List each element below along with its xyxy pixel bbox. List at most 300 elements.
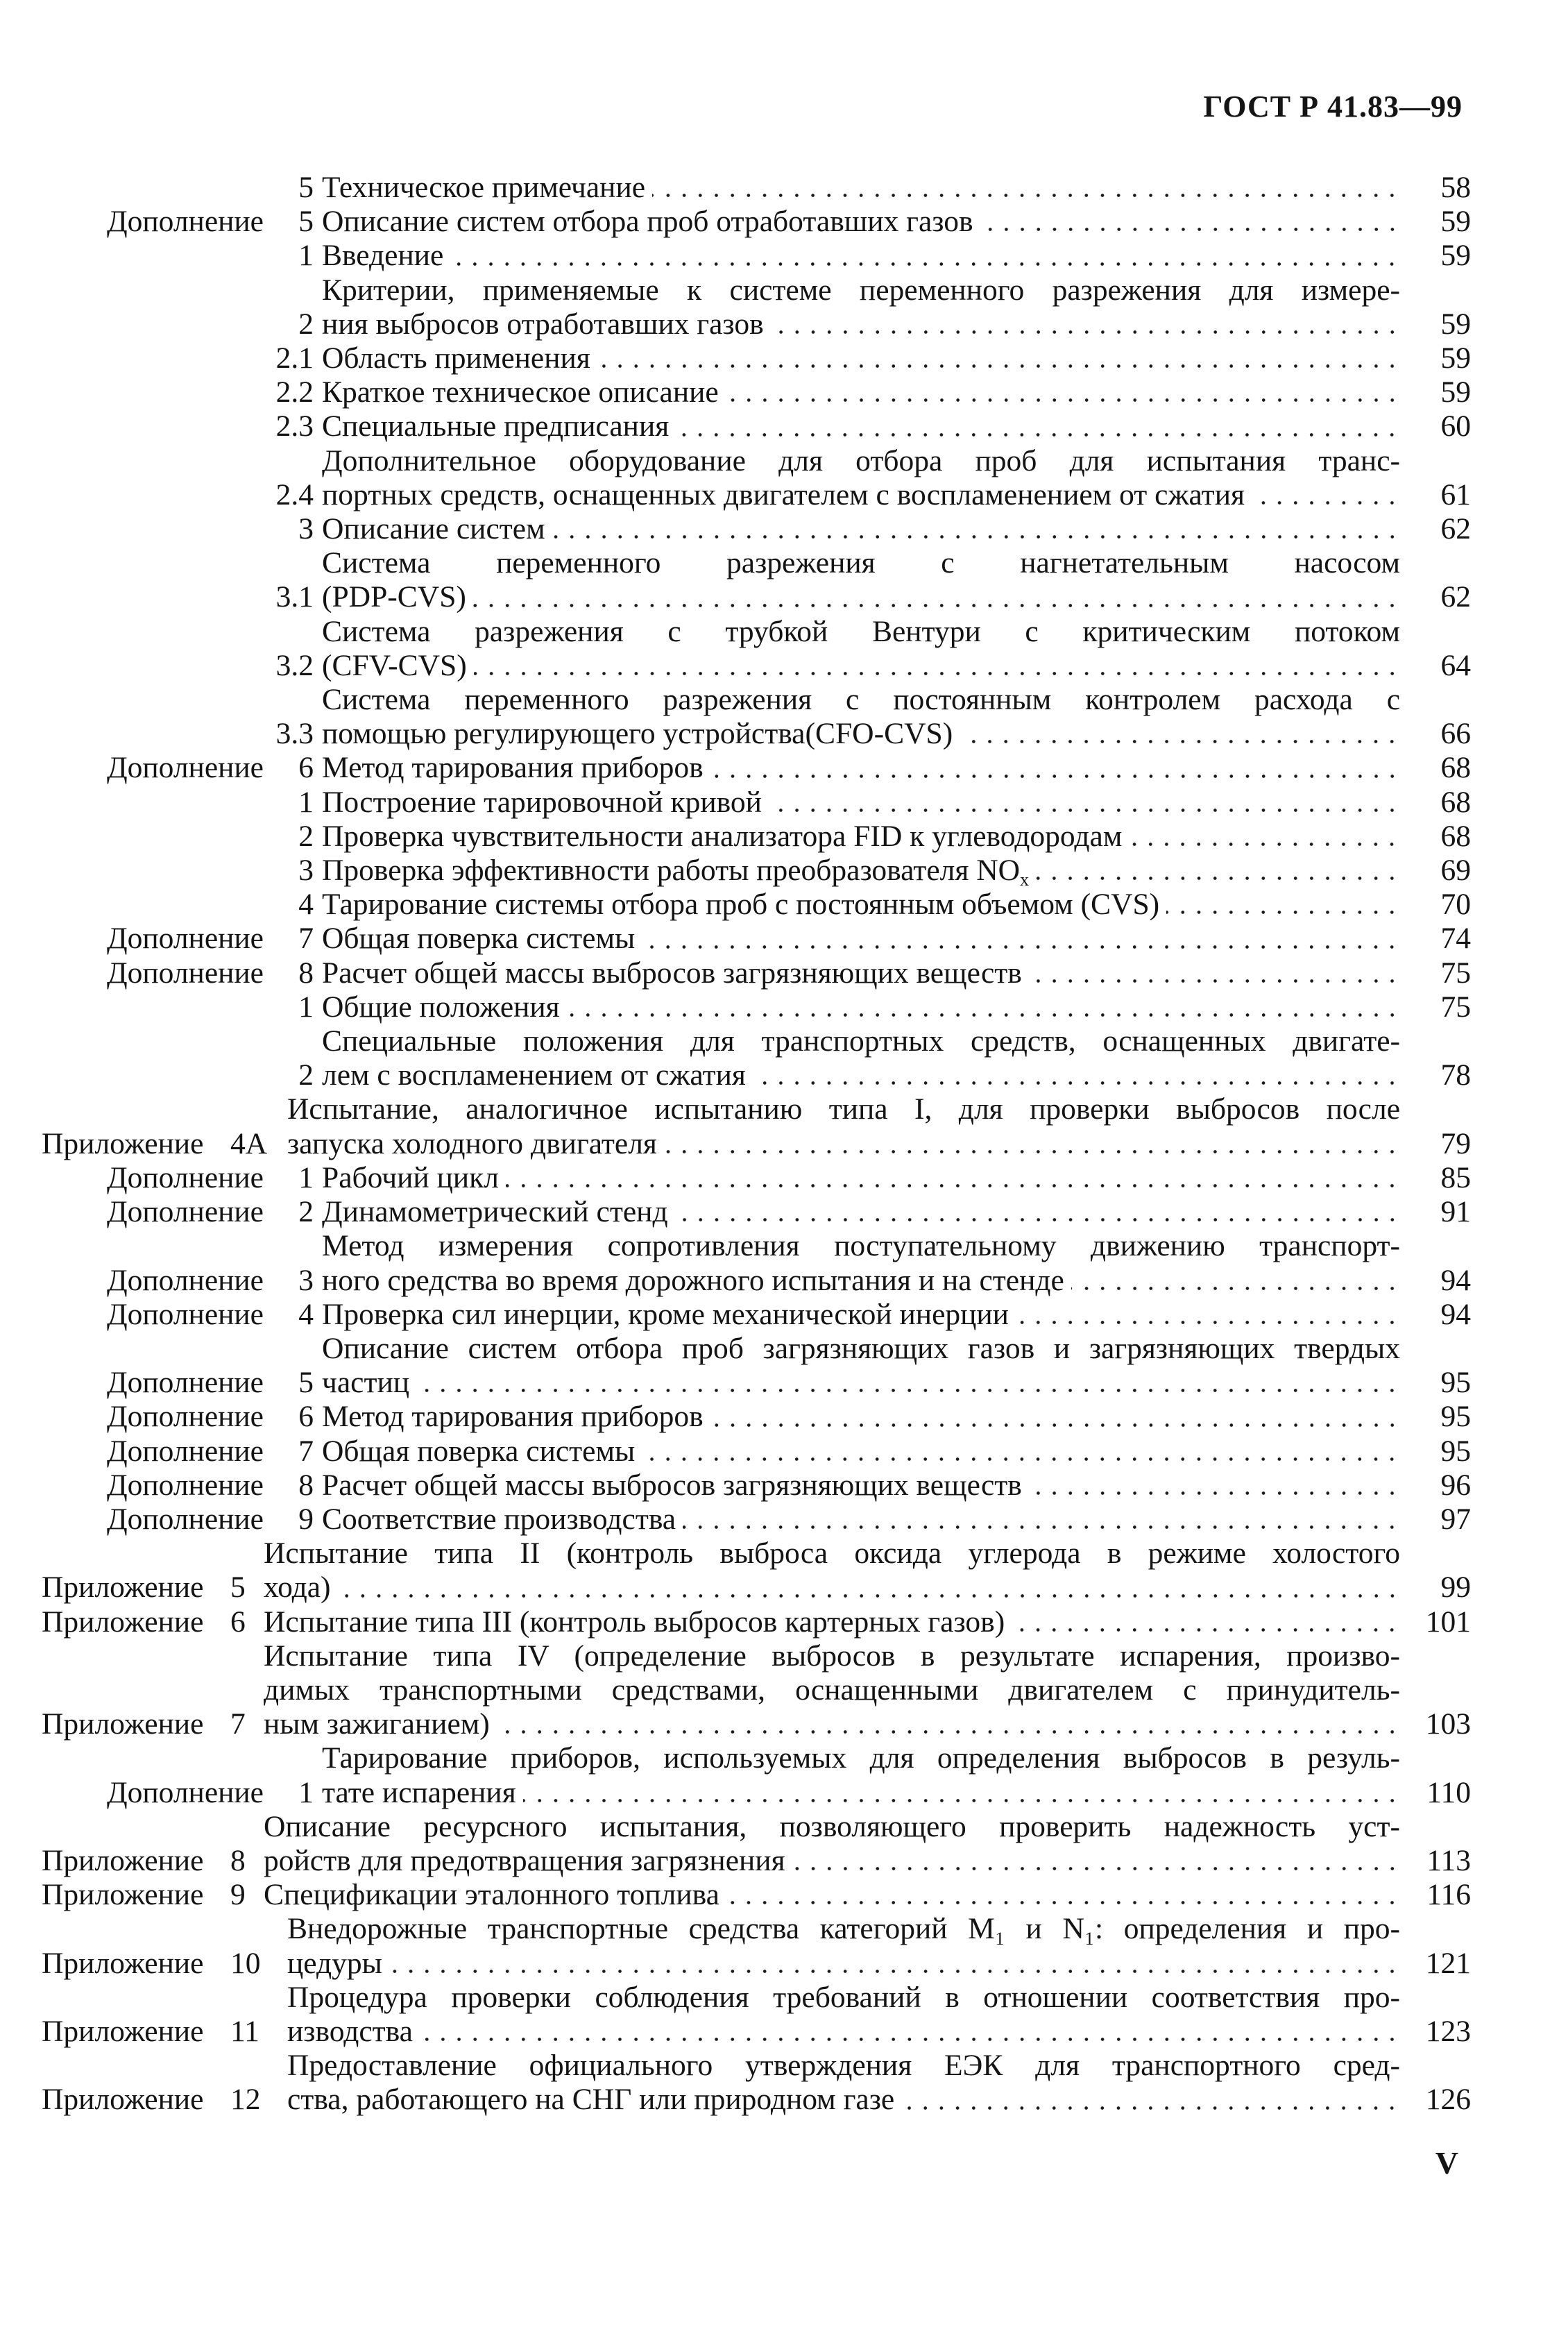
entry-title-end [287, 1947, 382, 1981]
entry-title-text: Общая поверка системы [322, 922, 636, 956]
toc-entry [42, 1400, 1471, 1434]
entry-title-line: Система переменного разрежения с постоянным контролем расхода с [322, 683, 1400, 717]
entry-page-number: 61 [1440, 477, 1471, 511]
entry-title-text: (CFV-CVS) [322, 648, 467, 682]
entry-text [322, 546, 1471, 614]
entry-page-number: 78 [1440, 1058, 1471, 1092]
entry-leader-line [322, 341, 1471, 375]
dot-leader [473, 604, 1400, 607]
entry-title-text: портных средств, оснащенных двигателем с воспламенением от сжатия [322, 477, 1245, 511]
entry-page-number: 58 [1440, 171, 1471, 204]
dot-leader [1029, 979, 1400, 983]
entry-title-end [322, 751, 704, 785]
entry-number: 6 [230, 1605, 246, 1639]
entry-page-number: 91 [1440, 1195, 1471, 1229]
entry-number: 2 [298, 1058, 314, 1092]
entry-title-text: ного средства во время дорожного испытания и на стенде [322, 1263, 1064, 1297]
entry-number: 3.1 [275, 580, 314, 614]
entry-label: Приложение [42, 2083, 204, 2117]
entry-title-line: Система переменного разрежения с нагнетательным насосом [322, 546, 1400, 580]
entry-number: 3 [298, 512, 314, 546]
entry-title-line: Испытание типа II (контроль выброса оксида углерода в режиме холостого [264, 1537, 1400, 1571]
dot-leader [726, 398, 1400, 402]
entry-title-end [264, 1844, 785, 1878]
entry-label: Дополнение [106, 1160, 264, 1194]
entry-title-end [322, 649, 467, 683]
entry-leader-line [322, 1058, 1471, 1092]
entry-leader-line [264, 1878, 1471, 1912]
entry-title-end [322, 307, 764, 341]
entry-page-number: 62 [1440, 512, 1471, 546]
entry-leader-line [322, 1776, 1471, 1810]
dot-leader [1029, 1491, 1400, 1495]
entry-leader-line [322, 1366, 1471, 1400]
entry-title-end [287, 2083, 894, 2117]
entry-title-line: Процедура проверки соблюдения требований в отношении соответствия про- [287, 1980, 1400, 2014]
entry-title-end [322, 478, 1245, 512]
entry-title-text: помощью регулирующего устройства(CFO-CVS) [322, 717, 953, 751]
entry-number: 8 [298, 1468, 314, 1502]
toc-entry [42, 273, 1471, 341]
entry-title-end [322, 888, 1159, 922]
entry-title-end [322, 239, 443, 273]
toc-entry [42, 956, 1471, 990]
entry-leader-line [322, 1400, 1471, 1434]
toc-entry [42, 1741, 1471, 1809]
entry-title-text: Общая поверка системы [322, 1434, 636, 1468]
entry-number: 2.1 [275, 341, 314, 375]
toc-entry [42, 786, 1471, 820]
entry-title-text: Динамометрический стенд [322, 1195, 668, 1229]
dot-leader [420, 2038, 1400, 2041]
entry-page-number: 64 [1440, 648, 1471, 682]
dot-leader [567, 1013, 1400, 1017]
entry-number: 1 [298, 1160, 314, 1194]
entry-page-number: 96 [1440, 1468, 1471, 1502]
entry-number: 1 [298, 990, 314, 1024]
toc-entry [42, 205, 1471, 239]
dot-leader [710, 1423, 1400, 1427]
entry-page-number: 68 [1440, 819, 1471, 853]
entry-title-line: Испытание типа IV (определение выбросов в результате испарения, произво- [264, 1639, 1400, 1673]
entry-title-text: изводства [287, 2014, 413, 2048]
entry-leader-line [322, 478, 1471, 512]
entry-leader-line [322, 786, 1471, 820]
entry-number: 9 [298, 1502, 314, 1536]
entry-title-text: Испытание типа III (контроль выбросов картерных газов) [264, 1605, 1005, 1639]
entry-text [322, 205, 1471, 239]
entry-leader-line [322, 1264, 1471, 1298]
entry-title-line: Испытание, аналогичное испытанию типа I, для проверки выбросов после [287, 1092, 1400, 1126]
entry-number: 7 [298, 922, 314, 956]
entry-title-text: Область применения [322, 341, 590, 375]
entry-number: 2 [298, 307, 314, 341]
entry-title-line: Дополнительное оборудование для отбора проб для испытания транс- [322, 443, 1400, 477]
toc-entry [42, 1332, 1471, 1400]
entry-title-text: Проверка сил инерции, кроме механической инерции [322, 1297, 1009, 1331]
toc-entry [42, 512, 1471, 546]
entry-title-end [322, 1503, 676, 1537]
entry-title-end [322, 1469, 1022, 1503]
entry-number: 2 [298, 819, 314, 853]
entry-number: 4А [230, 1126, 268, 1160]
entry-number: 3.2 [275, 648, 314, 682]
toc-entry [42, 888, 1471, 922]
toc-entry [42, 1639, 1471, 1742]
toc-entry [42, 683, 1471, 751]
entry-text [322, 1161, 1471, 1195]
entry-title-text: запуска холодного двигателя [287, 1126, 657, 1160]
toc-entry [42, 1605, 1471, 1639]
entry-leader-line [322, 854, 1471, 888]
entry-title-end [322, 990, 560, 1024]
entry-number: 5 [298, 1366, 314, 1400]
entry-page-number: 95 [1440, 1366, 1471, 1400]
toc-entry [42, 1161, 1471, 1195]
dot-leader [726, 1901, 1400, 1904]
entry-leader-line [322, 717, 1471, 751]
entry-page-number: 126 [1425, 2083, 1471, 2117]
entry-title-text: Метод тарирования приборов [322, 751, 704, 785]
toc-entry [42, 990, 1471, 1024]
entry-leader-line [287, 1127, 1471, 1161]
entry-text [322, 1024, 1471, 1092]
entry-text [322, 273, 1471, 341]
entry-text [322, 990, 1471, 1024]
entry-title-text: Спецификации эталонного топлива [264, 1878, 719, 1912]
entry-number: 2.2 [275, 375, 314, 409]
entry-text [287, 2049, 1471, 2117]
page-number-roman: V [1435, 2145, 1458, 2181]
entry-leader-line [322, 1195, 1471, 1229]
entry-number: 6 [298, 1400, 314, 1434]
entry-label: Дополнение [106, 1502, 264, 1536]
entry-text [322, 1503, 1471, 1537]
entry-number: 7 [298, 1434, 314, 1468]
entry-label: Дополнение [106, 1366, 264, 1400]
entry-title-line: Система разрежения с трубкой Вентури с критическим потоком [322, 614, 1400, 648]
entry-title-text: Расчет общей массы выбросов загрязняющих веществ [322, 956, 1022, 990]
entry-title-end [322, 1400, 704, 1434]
entry-page-number: 68 [1440, 785, 1471, 819]
entry-leader-line [322, 820, 1471, 854]
entry-label: Приложение [42, 1878, 204, 1912]
toc-entry [42, 546, 1471, 614]
dot-leader [1016, 1321, 1400, 1324]
entry-page-number: 59 [1440, 307, 1471, 341]
entry-leader-line [264, 1844, 1471, 1878]
entry-title-end [264, 1571, 331, 1605]
toc-entry [42, 1195, 1471, 1229]
entry-title-text: Проверка чувствительности анализатора FID к углеводородам [322, 819, 1123, 853]
entry-page-number: 113 [1426, 1843, 1471, 1877]
entry-title-end [322, 409, 669, 443]
entry-page-number: 101 [1425, 1605, 1471, 1639]
document-code-header: ГОСТ Р 41.83—99 [1203, 90, 1463, 124]
entry-number: 8 [230, 1843, 246, 1877]
entry-page-number: 66 [1440, 717, 1471, 751]
entry-leader-line [322, 1161, 1471, 1195]
entry-text [322, 239, 1471, 273]
dot-leader [389, 1970, 1400, 1973]
entry-title-text: Описание систем [322, 512, 545, 546]
entry-page-number: 94 [1440, 1263, 1471, 1297]
entry-page-number: 62 [1440, 580, 1471, 614]
entry-number: 4 [298, 888, 314, 922]
dot-leader [676, 433, 1400, 437]
entry-text [322, 1195, 1471, 1229]
entry-title-text: тате испарения [322, 1775, 516, 1809]
entry-leader-line [287, 2083, 1471, 2117]
entry-title-text: Описание систем отбора проб отработавших газов [322, 205, 973, 239]
dot-leader [710, 775, 1400, 778]
entry-label: Дополнение [106, 1468, 264, 1502]
entry-page-number: 121 [1425, 1946, 1471, 1980]
entry-title-end [322, 1058, 746, 1092]
entry-title-line: димых транспортными средствами, оснащенными двигателем с принудитель- [264, 1673, 1400, 1707]
entry-number: 10 [230, 1946, 261, 1980]
entry-title-text: Общие положения [322, 990, 560, 1024]
entry-title-end [322, 786, 762, 820]
entry-page-number: 75 [1440, 990, 1471, 1024]
entry-text [322, 171, 1471, 205]
entry-title-end [264, 1878, 719, 1912]
entry-title-text: частиц [322, 1366, 410, 1400]
entry-label: Дополнение [106, 205, 264, 239]
entry-number: 7 [230, 1707, 246, 1741]
dot-leader [1036, 877, 1400, 880]
entry-title-line: Предоставление официального утверждения ЕЭК для транспортного сред- [287, 2049, 1400, 2083]
entry-title-text: Введение [322, 239, 444, 273]
entry-label: Дополнение [106, 1775, 264, 1809]
dot-leader [675, 1218, 1400, 1221]
dot-leader [664, 1150, 1400, 1153]
entry-text [287, 1981, 1471, 2049]
dot-leader [1129, 843, 1400, 846]
entry-leader-line [322, 375, 1471, 409]
entry-page-number: 59 [1440, 239, 1471, 273]
entry-leader-line [322, 409, 1471, 443]
toc-entry [42, 1469, 1471, 1503]
entry-text [264, 1605, 1471, 1639]
dot-leader [1071, 1287, 1400, 1290]
entry-label: Дополнение [106, 1195, 264, 1229]
entry-text [322, 444, 1471, 512]
toc-entry [42, 1981, 1471, 2049]
toc-entry [42, 615, 1471, 683]
entry-leader-line [322, 956, 1471, 990]
dot-leader [497, 1730, 1400, 1734]
entry-page-number: 69 [1440, 854, 1471, 888]
entry-text [322, 1435, 1471, 1469]
entry-title-end [322, 205, 973, 239]
entry-title-end [264, 1605, 1005, 1639]
entry-title-line: Внедорожные транспортные средства категорий M₁ и N₁: определения и про- [287, 1912, 1400, 1946]
entry-title-end [322, 1264, 1064, 1298]
entry-page-number: 60 [1440, 409, 1471, 443]
toc-entry [42, 1435, 1471, 1469]
entry-label: Дополнение [106, 922, 264, 956]
dot-leader [1012, 1628, 1400, 1632]
toc-entry [42, 171, 1471, 205]
entry-leader-line [322, 1469, 1471, 1503]
entry-leader-line [322, 580, 1471, 614]
entry-text [264, 1878, 1471, 1912]
entry-title-line: Описание ресурсного испытания, позволяющего проверить надежность уст- [264, 1809, 1400, 1843]
entry-title-end [322, 1435, 635, 1469]
entry-label: Дополнение [106, 751, 264, 785]
dot-leader [450, 262, 1400, 266]
dot-leader [980, 228, 1401, 231]
entry-number: 9 [230, 1878, 246, 1912]
entry-number: 1 [298, 785, 314, 819]
toc-entry [42, 239, 1471, 273]
toc-entry [42, 1024, 1471, 1092]
entry-leader-line [322, 922, 1471, 956]
entry-page-number: 97 [1440, 1502, 1471, 1536]
entry-number: 1 [298, 239, 314, 273]
entry-title-text: лем с воспламенением от сжатия [322, 1058, 746, 1092]
entry-leader-line [264, 1605, 1471, 1639]
entry-leader-line [322, 1435, 1471, 1469]
entry-text [264, 1639, 1471, 1742]
toc-entry [42, 1878, 1471, 1912]
entry-page-number: 59 [1440, 375, 1471, 409]
dot-leader [506, 1184, 1400, 1187]
entry-page-number: 116 [1426, 1878, 1471, 1912]
entry-title-text: Соответствие производства [322, 1502, 676, 1536]
entry-leader-line [322, 649, 1471, 683]
entry-label: Приложение [42, 1126, 204, 1160]
entry-page-number: 70 [1440, 888, 1471, 922]
entry-page-number: 75 [1440, 956, 1471, 990]
entry-text [322, 375, 1471, 409]
entry-title-end [322, 1298, 1009, 1332]
entry-leader-line [264, 1571, 1471, 1605]
entry-page-number: 99 [1440, 1571, 1471, 1605]
toc-entry [42, 1810, 1471, 1878]
entry-text [322, 922, 1471, 956]
entry-text [322, 1229, 1471, 1297]
entry-title-end [322, 717, 953, 751]
entry-number: 3 [298, 854, 314, 888]
entry-title-text: Метод тарирования приборов [322, 1400, 704, 1434]
entry-leader-line [322, 990, 1471, 1024]
entry-title-end [287, 2015, 413, 2049]
entry-page-number: 74 [1440, 922, 1471, 956]
toc-entry [42, 751, 1471, 785]
entry-label: Приложение [42, 1707, 204, 1741]
entry-page-number: 79 [1440, 1126, 1471, 1160]
toc-entry [42, 1229, 1471, 1297]
entry-number: 2 [298, 1195, 314, 1229]
toc-entry [42, 854, 1471, 888]
entry-page-number: 85 [1440, 1160, 1471, 1194]
entry-leader-line [322, 205, 1471, 239]
entry-label: Приложение [42, 1605, 204, 1639]
dot-leader [642, 945, 1400, 949]
entry-number: 5 [298, 205, 314, 239]
entry-number: 2.4 [275, 477, 314, 511]
entry-title-end [287, 1127, 657, 1161]
entry-text [322, 615, 1471, 683]
entry-title-text: цедуры [287, 1946, 382, 1980]
entry-page-number: 59 [1440, 341, 1471, 375]
toc-entry [42, 1298, 1471, 1332]
dot-leader [901, 2106, 1400, 2110]
toc-entry [42, 1912, 1471, 1980]
entry-label: Дополнение [106, 1263, 264, 1297]
entry-number: 3.3 [275, 717, 314, 751]
toc-entry [42, 409, 1471, 443]
entry-page-number: 95 [1440, 1400, 1471, 1434]
entry-text [322, 888, 1471, 922]
toc-entry [42, 444, 1471, 512]
entry-text [322, 512, 1471, 546]
entry-title-end [322, 1195, 668, 1229]
entry-text [322, 683, 1471, 751]
entry-text [322, 820, 1471, 854]
toc-entry [42, 1092, 1471, 1160]
entry-title-text: ным зажиганием) [264, 1707, 490, 1741]
dot-leader [771, 330, 1400, 334]
entry-label: Приложение [42, 1946, 204, 1980]
entry-page-number: 123 [1425, 2014, 1471, 2048]
toc-entry [42, 820, 1471, 854]
dot-leader [597, 364, 1400, 368]
dot-leader [683, 1525, 1400, 1529]
entry-page-number: 95 [1440, 1434, 1471, 1468]
dot-leader [338, 1594, 1400, 1598]
subscript: x [1020, 869, 1030, 890]
entry-number: 5 [298, 171, 314, 204]
entry-label: Дополнение [106, 1434, 264, 1468]
entry-label: Дополнение [106, 956, 264, 990]
entry-title-text: Краткое техническое описание [322, 375, 719, 409]
entry-page-number: 59 [1440, 205, 1471, 239]
entry-leader-line [322, 888, 1471, 922]
entry-title-line: Тарирование приборов, используемых для определения выбросов в резуль- [322, 1741, 1400, 1775]
entry-number: 6 [298, 751, 314, 785]
entry-title-text: Построение тарировочной кривой [322, 785, 762, 819]
entry-title-text: Проверка эффективности работы преобразователя NO [322, 854, 1021, 888]
entry-title-end [322, 512, 545, 546]
entry-title-end [322, 375, 719, 409]
entry-leader-line [287, 2015, 1471, 2049]
entry-leader-line [322, 171, 1471, 205]
entry-text [322, 751, 1471, 785]
entry-text [322, 1741, 1471, 1809]
entry-leader-line [322, 307, 1471, 341]
entry-number: 12 [230, 2083, 261, 2117]
entry-title-end [322, 1161, 499, 1195]
entry-title-text: ства, работающего на СНГ или природном газе [287, 2083, 895, 2117]
dot-leader [523, 1799, 1400, 1802]
entry-number: 11 [230, 2014, 259, 2048]
entry-leader-line [322, 239, 1471, 273]
entry-text [322, 409, 1471, 443]
entry-title-end [322, 1776, 516, 1810]
entry-title-text: (PDP-CVS) [322, 580, 466, 614]
entry-title-end [322, 171, 645, 205]
entry-text [322, 1332, 1471, 1400]
dot-leader [1252, 501, 1400, 505]
entry-title-end [322, 580, 466, 614]
entry-leader-line [322, 1503, 1471, 1537]
entry-title-text: Расчет общей массы выбросов загрязняющих веществ [322, 1468, 1022, 1502]
entry-label: Приложение [42, 1843, 204, 1877]
toc-entry [42, 922, 1471, 956]
